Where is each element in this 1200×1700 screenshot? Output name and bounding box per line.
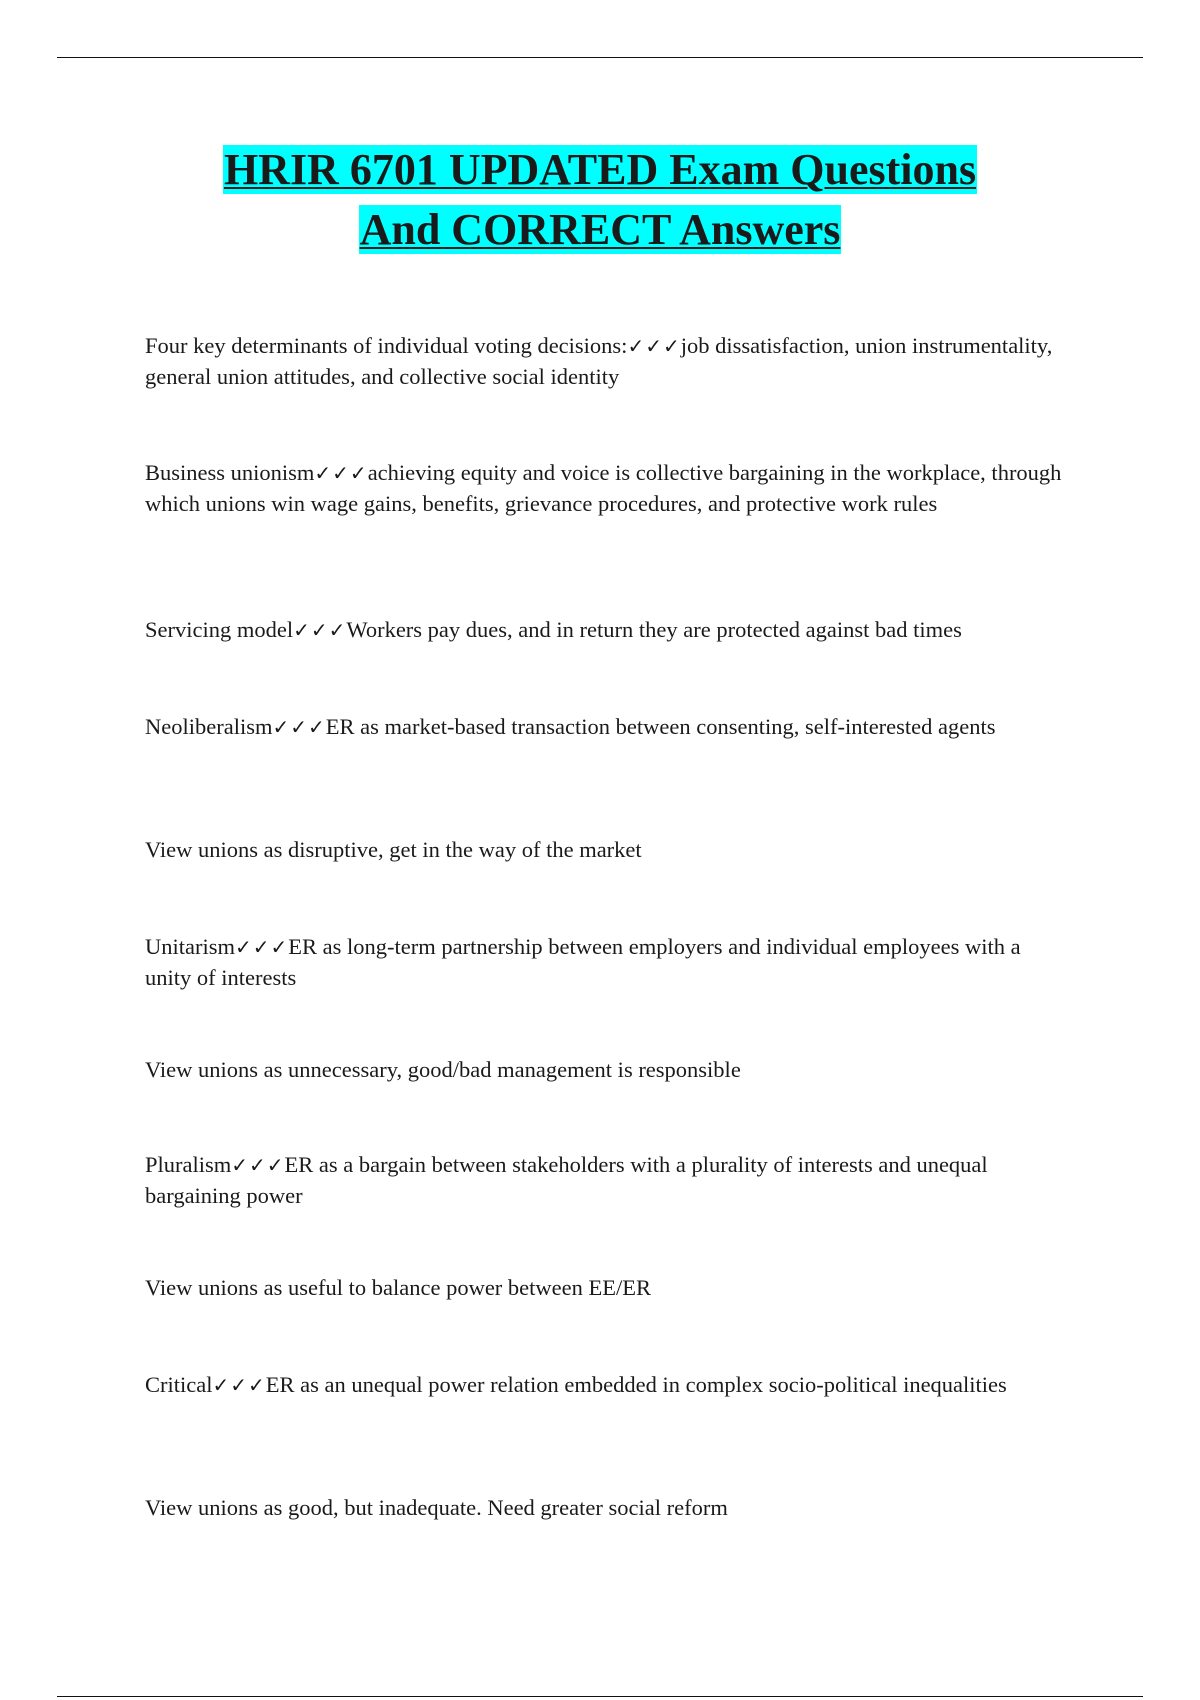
check-mark-icon: ✓✓✓	[235, 935, 289, 959]
qa-definition: Workers pay dues, and in return they are protected against bad times	[346, 617, 962, 642]
document-title	[0, 140, 1200, 260]
header-rule	[57, 57, 1143, 58]
check-mark-icon: ✓✓✓	[627, 334, 681, 358]
footer-rule	[57, 1696, 1143, 1697]
qa-entry	[145, 712, 1065, 743]
title-line-1: HRIR 6701 UPDATED Exam Questions	[223, 145, 977, 194]
qa-entry	[145, 458, 1065, 519]
qa-entry	[145, 331, 1065, 392]
qa-entry	[145, 1150, 1065, 1211]
qa-definition: achieving equity and voice is collective bargaining in the workplace, through which unions win wage gains, benefits, grievance procedures, and protective work rules	[145, 460, 1062, 516]
qa-definition: ER as market-based transaction between consenting, self-interested agents	[325, 714, 996, 739]
check-mark-icon: ✓✓✓	[212, 1373, 266, 1397]
qa-definition: ER as long-term partnership between employers and individual employees with a unity of interests	[145, 934, 1021, 990]
qa-entry-text: View unions as unnecessary, good/bad management is responsible	[145, 1057, 741, 1082]
qa-term: Four key determinants of individual voting decisions:	[145, 333, 628, 358]
check-mark-icon: ✓✓✓	[314, 461, 368, 485]
qa-term: Business unionism	[145, 460, 315, 485]
qa-entry-text: View unions as useful to balance power between EE/ER	[145, 1275, 651, 1300]
qa-term: Pluralism	[145, 1152, 232, 1177]
qa-term: Unitarism	[145, 934, 235, 959]
qa-entry	[145, 932, 1065, 993]
qa-term: Neoliberalism	[145, 714, 273, 739]
check-mark-icon: ✓✓✓	[272, 715, 326, 739]
qa-definition: job dissatisfaction, union instrumentality, general union attitudes, and collective social identity	[145, 333, 1053, 389]
check-mark-icon: ✓✓✓	[293, 618, 347, 642]
qa-entry-text: View unions as disruptive, get in the way of the market	[145, 837, 642, 862]
qa-definition: ER as a bargain between stakeholders with a plurality of interests and unequal bargaining power	[145, 1152, 988, 1208]
qa-entry	[145, 1370, 1065, 1401]
qa-term: Critical	[145, 1372, 213, 1397]
qa-definition: ER as an unequal power relation embedded in complex socio-political inequalities	[265, 1372, 1007, 1397]
title-line-2: And CORRECT Answers	[359, 205, 841, 254]
qa-entry-text: View unions as good, but inadequate. Need greater social reform	[145, 1495, 728, 1520]
qa-term: Servicing model	[145, 617, 294, 642]
qa-entry	[145, 615, 1065, 646]
check-mark-icon: ✓✓✓	[231, 1153, 285, 1177]
